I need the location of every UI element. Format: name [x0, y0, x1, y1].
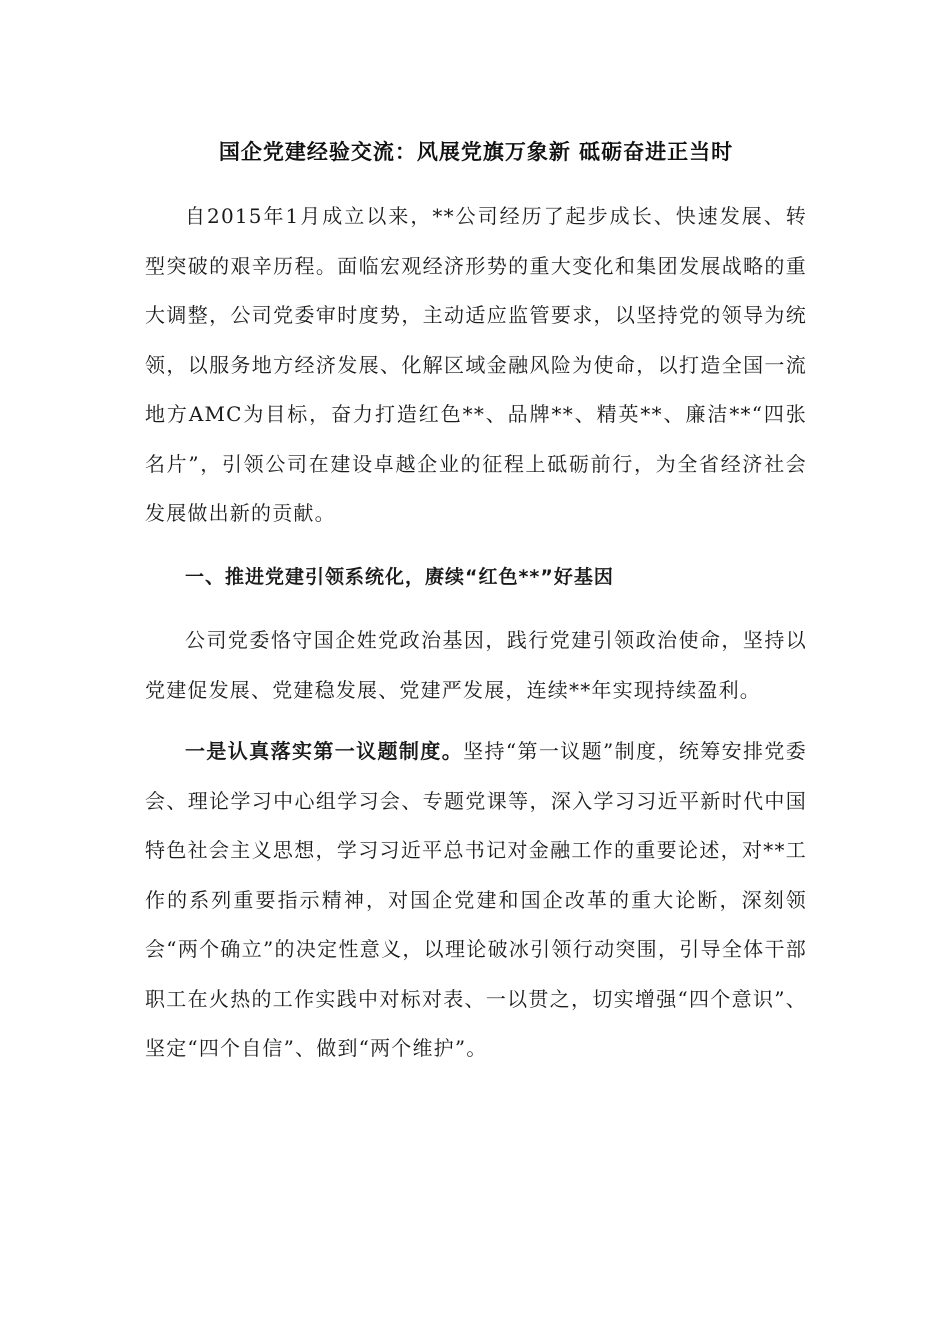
document-title: 国企党建经验交流：风展党旗万象新 砥砺奋进正当时: [218, 140, 734, 164]
item-1-body: 坚持“第一议题”制度，统筹安排党委会、理论学习中心组学习会、专题党课等，深入学习习近平新时代中国特色社会主义思想，学习习近平总书记对金融工作的重要论述，对**工作的系列重要指示精神，对国企党建和国企改革的重大论断，深刻领会“两个确立”的决定性意义，以理论破冰引领行动突围，引导全体干部职工在火热的工作实践中对标对表、一以贯之，切实增强“四个意识”、坚定“四个自信”、做到“两个维护”。: [145, 739, 807, 1060]
section-heading-1: 一、推进党建引领系统化，赓续“红色**”好基因: [185, 565, 614, 588]
document-body: [145, 128, 807, 1074]
item-1-lead: 一是认真落实第一议题制度。: [185, 739, 464, 763]
section-1-paragraph: 公司党委恪守国企姓党政治基因，践行党建引领政治使命，坚持以党建促发展、党建稳发展、党建严发展，连续**年实现持续盈利。: [145, 628, 807, 702]
intro-paragraph: 自2015年1月成立以来，**公司经历了起步成长、快速发展、转型突破的艰辛历程。面临宏观经济形势的重大变化和集团发展战略的重大调整，公司党委审时度势，主动适应监管要求，以坚持党的领导为统领，以服务地方经济发展、化解区域金融风险为使命，以打造全国一流地方AMC为目标，奋力打造红色**、品牌**、精英**、廉洁**“四张名片”，引领公司在建设卓越企业的征程上砥砺前行，为全省经济社会发展做出新的贡献。: [145, 204, 807, 525]
section-1-item-1: [145, 727, 807, 1074]
